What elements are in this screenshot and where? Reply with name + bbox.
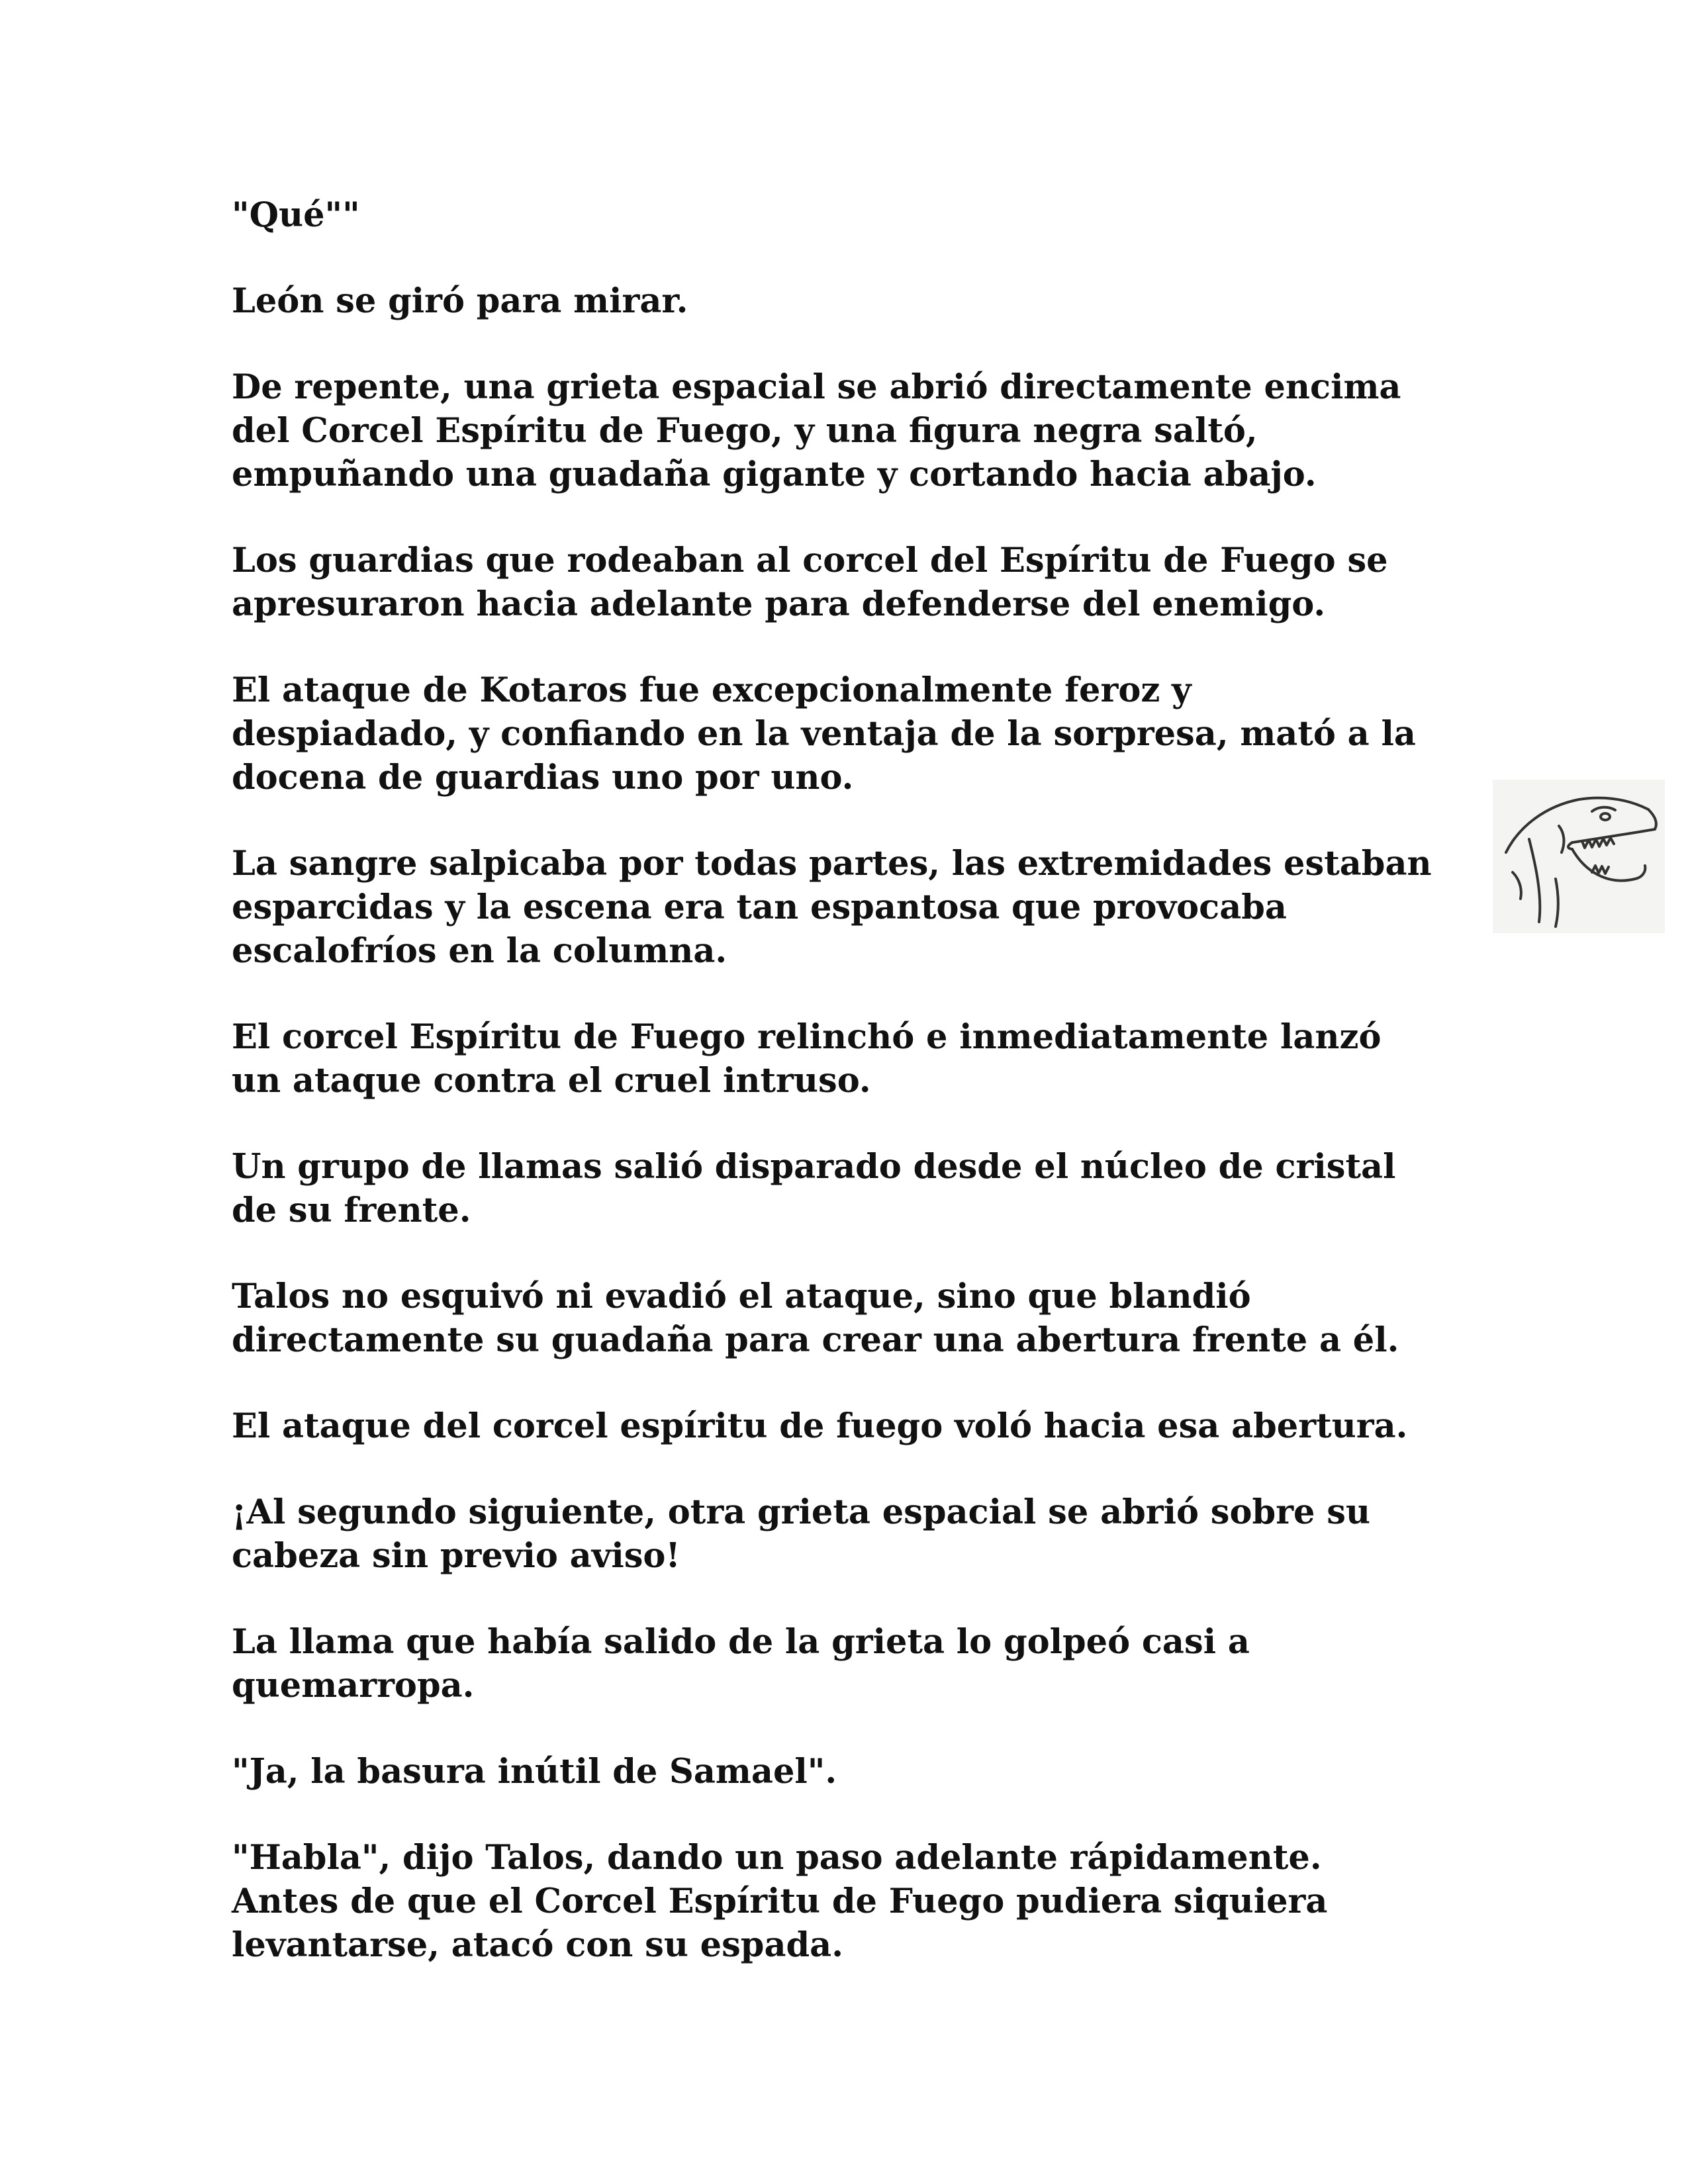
paragraph: Los guardias que rodeaban al corcel del Espíritu de Fuego se apresuraron hacia adelante para defenderse del enemigo.	[232, 541, 1388, 624]
body-text	[232, 193, 1476, 2009]
paragraph: "Ja, la basura inútil de Samael".	[232, 1752, 837, 1792]
paragraph: El ataque del corcel espíritu de fuego voló hacia esa abertura.	[232, 1406, 1408, 1446]
paragraph: La llama que había salido de la grieta lo golpeó casi a quemarropa.	[232, 1622, 1250, 1706]
paragraph: De repente, una grieta espacial se abrió directamente encima del Corcel Espíritu de Fuego, y una figura negra saltó, empuñando una guadaña gigante y cortando hacia abajo.	[232, 367, 1401, 494]
paragraph: Un grupo de llamas salió disparado desde el núcleo de cristal de su frente.	[232, 1147, 1396, 1230]
dinosaur-head-sketch-icon	[1493, 780, 1665, 933]
paragraph: La sangre salpicaba por todas partes, las extremidades estaban esparcidas y la escena era tan espantosa que provocaba escalofríos en la columna.	[232, 844, 1432, 971]
paragraph: León se giró para mirar.	[232, 281, 688, 321]
paragraph: "Qué""	[232, 195, 360, 235]
paragraph: El corcel Espíritu de Fuego relinchó e inmediatamente lanzó un ataque contra el cruel intruso.	[232, 1017, 1382, 1101]
paragraph: ¡Al segundo siguiente, otra grieta espacial se abrió sobre su cabeza sin previo aviso!	[232, 1492, 1371, 1576]
paragraph: Talos no esquivó ni evadió el ataque, sino que blandió directamente su guadaña para crear una abertura frente a él.	[232, 1277, 1399, 1360]
paragraph: El ataque de Kotaros fue excepcionalmente feroz y despiadado, y confiando en la ventaja de la sorpresa, mató a la docena de guardias uno por uno.	[232, 670, 1416, 797]
paragraph: "Habla", dijo Talos, dando un paso adelante rápidamente. Antes de que el Corcel Espíritu de Fuego pudiera siquiera levantarse, atacó con su espada.	[232, 1838, 1328, 1965]
